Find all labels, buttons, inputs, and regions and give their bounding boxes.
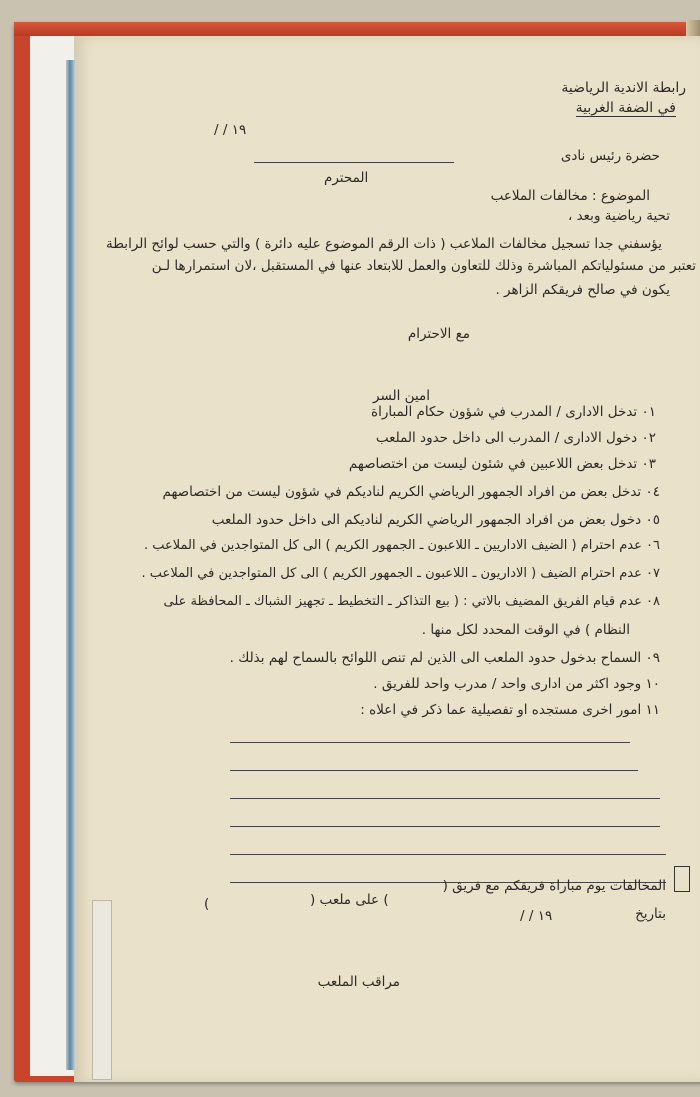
violation-item: ٠٨ عدم قيام الفريق المضيف بالاتي : ( بيع التذاكر ـ التخطيط ـ تجهيز الشباك ـ المحافظة على (163, 594, 660, 609)
footer-close-paren: ) (204, 896, 210, 912)
violation-item: ١١ امور اخرى مستجده او تفصيلية عما ذكر في اعلاه : (360, 702, 660, 718)
recipient-label: حضرة رئيس نادى (560, 148, 660, 164)
document-page (74, 36, 700, 1082)
violation-item: ٠٦ عدم احترام ( الضيف الاداريين ـ اللاعبون ـ الجمهور الكريم ) الى كل المتواجدين في الملاعب . (143, 538, 660, 553)
greeting: تحية رياضية وبعد ، (567, 208, 670, 224)
recipient-blank-line (254, 162, 454, 163)
binding-edge (66, 60, 76, 1070)
violation-item: ٠٩ السماح بدخول حدود الملعب الى الذين لم تنص اللوائح بالسماح لهم بذلك . (229, 650, 660, 666)
violation-item: ١٠ وجود اكثر من ادارى واحد / مدرب واحد للفريق . (373, 676, 660, 692)
violation-item: ٠٥ دخول بعض من افراد الجمهور الرياضي الكريم لناديكم الى داخل حدود الملعب (211, 512, 660, 528)
org-name-line1: رابطة الاندية الرياضية (561, 80, 686, 96)
footer-section-marker (674, 866, 690, 892)
body-paragraph-3: يكون في صالح فريقكم الزاهر . (495, 282, 670, 298)
details-line (230, 770, 638, 771)
details-line (230, 826, 660, 827)
violation-item: ٠٣ تدخل بعض اللاعبين في شئون ليست من اختصاصهم (348, 456, 656, 472)
header-date: / / ١٩ (214, 122, 247, 138)
violation-item-continued: النظام ) في الوقت المحدد لكل منها . (421, 622, 630, 638)
violation-item: ٠٢ دخول الادارى / المدرب الى داخل حدود الملعب (375, 430, 656, 446)
footer-date-label: بتاريخ (635, 906, 666, 922)
violation-item: ٠٧ عدم احترام الضيف ( الاداريون ـ اللاعبون ـ الجمهور الكريم ) الى كل المتواجدين في الملاعب . (141, 566, 660, 581)
violation-item: ٠٤ تدخل بعض من افراد الجمهور الرياضي الكريم لناديكم في شؤون ليست من اختصاصهم (162, 484, 660, 500)
body-paragraph-2: تعتبر من مسئولياتكم المباشرة وذلك للتعاون والعمل للابتعاد عنها في المستقبل ،لان استمرارها لـن (151, 258, 696, 274)
body-paragraph-1: يؤسفني جدا تسجيل مخالفات الملاعب ( ذات الرقم الموضوع عليه دائرة ) والتي حسب لوائح الرابطة (106, 236, 662, 252)
details-line (230, 854, 666, 855)
footer-date-value: / / ١٩ (520, 908, 553, 924)
footer-field-label: ) على ملعب ( (310, 892, 389, 908)
respected-label: المحترم (324, 170, 369, 186)
closing: مع الاحترام (407, 326, 470, 342)
footer-match-line: المخالفات يوم مباراة فريقكم مع فريق ( (442, 878, 666, 894)
details-line (230, 798, 660, 799)
subject-line: الموضوع : مخالفات الملاعب (490, 188, 650, 204)
violation-item: ٠١ تدخل الادارى / المدرب في شؤون حكام المباراة (371, 404, 656, 420)
field-observer-signature: مراقب الملعب (317, 974, 400, 990)
org-name-line2: في الضفة الغربية (575, 100, 676, 116)
details-line (230, 742, 630, 743)
signer-title: امين السر (373, 388, 430, 404)
page-tab-strip (92, 900, 112, 1080)
